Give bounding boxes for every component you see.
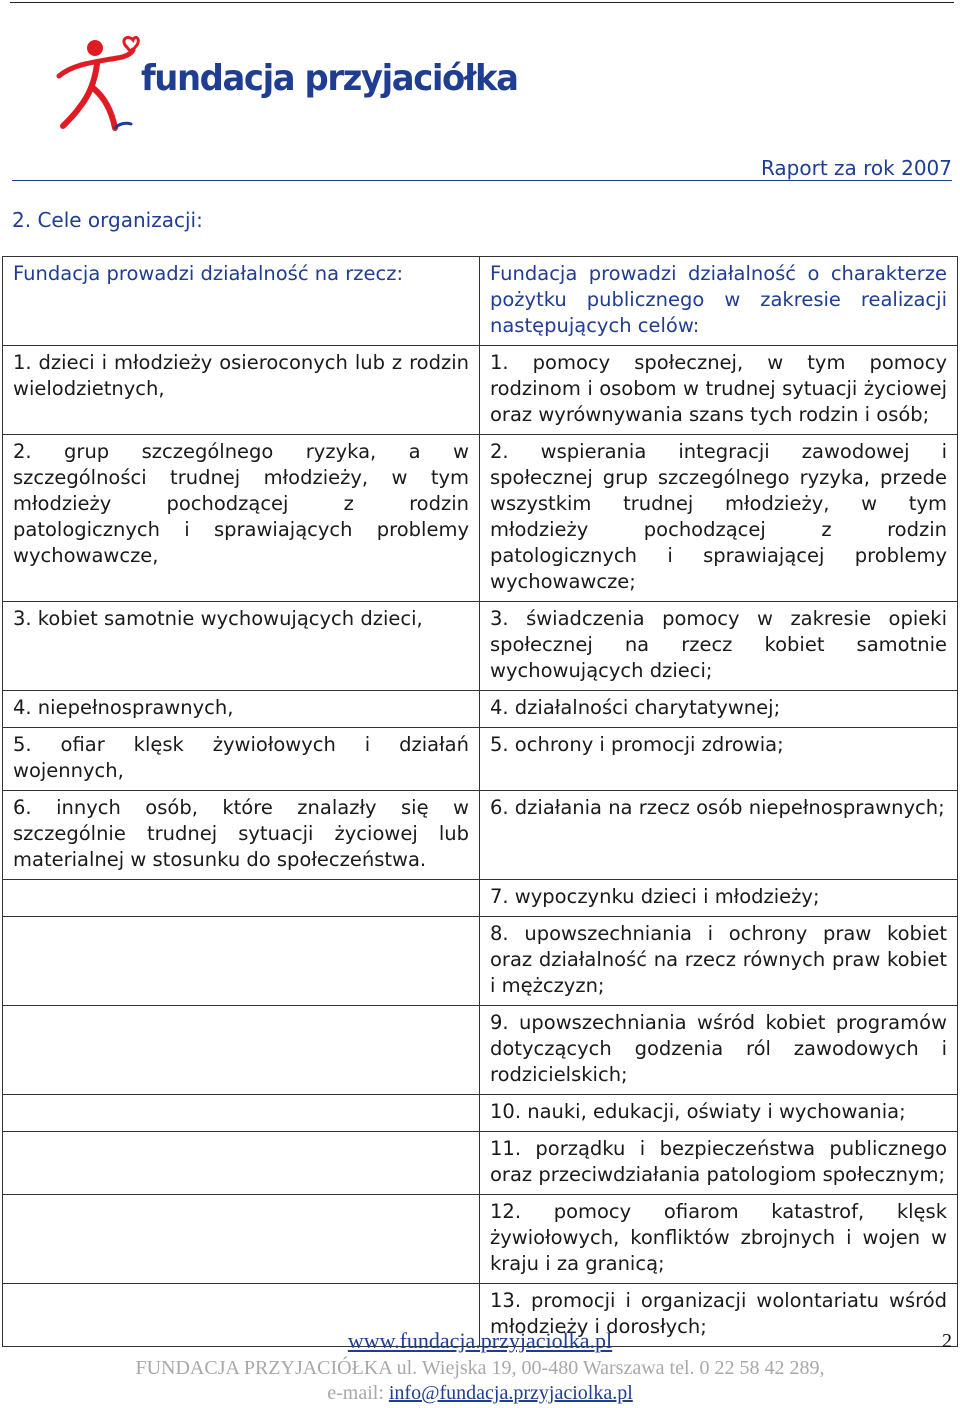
left-goal-cell — [3, 880, 480, 917]
footer-website-link[interactable]: www.fundacja.przyjaciolka.pl — [347, 1328, 613, 1353]
right-goal-cell: 12. pomocy ofiarom katastrof, klęsk żywiołowych, konfliktów zbrojnych i wojen w kraju i za granicą; — [480, 1195, 958, 1284]
right-goal-cell: 6. działania na rzecz osób niepełnosprawnych; — [480, 791, 958, 880]
table-row — [3, 1132, 958, 1195]
right-goal-cell: 8. upowszechniania i ochrony praw kobiet oraz działalność na rzecz równych praw kobiet i mężczyzn; — [480, 917, 958, 1006]
header-right-cell: Fundacja prowadzi działalność o charakterze pożytku publicznego w zakresie realizacji następujących celów: — [480, 257, 958, 346]
report-title: Raport za rok 2007 — [757, 156, 952, 180]
table-row — [3, 880, 958, 917]
right-goal-cell: 9. upowszechniania wśród kobiet programów dotyczących godzenia ról zawodowych i rodzicielskich; — [480, 1006, 958, 1095]
header-left-cell: Fundacja prowadzi działalność na rzecz: — [3, 257, 480, 346]
left-goal-cell: 5. ofiar klęsk żywiołowych i działań wojennych, — [3, 728, 480, 791]
left-goal-cell — [3, 1132, 480, 1195]
left-goal-cell — [3, 1095, 480, 1132]
left-goal-cell — [3, 917, 480, 1006]
left-goal-cell — [3, 1195, 480, 1284]
table-header-row — [3, 257, 958, 346]
left-goal-cell: 2. grup szczególnego ryzyka, a w szczególności trudnej młodzieży, w tym młodzieży pochodzącej z rodzin patologicznych i sprawiających problemy wychowawcze, — [3, 435, 480, 602]
logo — [55, 36, 518, 132]
left-goal-cell: 3. kobiet samotnie wychowujących dzieci, — [3, 602, 480, 691]
table-row — [3, 728, 958, 791]
table-row — [3, 1195, 958, 1284]
right-goal-cell: 7. wypoczynku dzieci i młodzieży; — [480, 880, 958, 917]
right-goal-cell: 3. świadczenia pomocy w zakresie opieki społecznej na rzecz kobiet samotnie wychowujących dzieci; — [480, 602, 958, 691]
logo-figure-icon — [55, 36, 145, 132]
footer-email-label: e-mail: — [327, 1382, 389, 1404]
report-header — [12, 156, 952, 181]
footer-email-link[interactable]: info@fundacja.przyjaciolka.pl — [388, 1382, 633, 1404]
table-row — [3, 1095, 958, 1132]
table-row — [3, 1006, 958, 1095]
table-row — [3, 602, 958, 691]
right-goal-cell: 5. ochrony i promocji zdrowia; — [480, 728, 958, 791]
left-goal-cell: 1. dzieci i młodzieży osieroconych lub z rodzin wielodzietnych, — [3, 346, 480, 435]
logo-text: fundacja przyjaciółka — [141, 58, 518, 99]
top-rule — [10, 2, 954, 3]
right-goal-cell: 13. promocji i organizacji wolontariatu wśród młodzieży i dorosłych; — [480, 1284, 958, 1347]
table-row — [3, 791, 958, 880]
table-row — [3, 435, 958, 602]
right-goal-cell: 10. nauki, edukacji, oświaty i wychowania; — [480, 1095, 958, 1132]
right-goal-cell: 4. działalności charytatywnej; — [480, 691, 958, 728]
footer-email — [0, 1382, 960, 1405]
goals-table — [2, 256, 958, 1347]
left-goal-cell: 4. niepełnosprawnych, — [3, 691, 480, 728]
left-goal-cell: 6. innych osób, które znalazły się w szczególnie trudnej sytuacji życiowej lub materialnej w stosunku do społeczeństwa. — [3, 791, 480, 880]
section-title: 2. Cele organizacji: — [12, 208, 203, 232]
right-goal-cell: 1. pomocy społecznej, w tym pomocy rodzinom i osobom w trudnej sytuacji życiowej oraz wyrównywania szans tych rodzin i osób; — [480, 346, 958, 435]
table-row — [3, 346, 958, 435]
right-goal-cell: 11. porządku i bezpieczeństwa publicznego oraz przeciwdziałania patologiom społecznym; — [480, 1132, 958, 1195]
page-number: 2 — [942, 1330, 952, 1352]
left-goal-cell — [3, 1006, 480, 1095]
footer-address: FUNDACJA PRZYJACIÓŁKA ul. Wiejska 19, 00-480 Warszawa tel. 0 22 58 42 289, — [135, 1357, 825, 1379]
right-goal-cell: 2. wspierania integracji zawodowej i społecznej grup szczególnego ryzyka, przede wszystkim trudnej młodzieży, w tym młodzieży pochodzącej z rodzin patologicznych i sprawiającej problemy wychowawcze; — [480, 435, 958, 602]
table-row — [3, 917, 958, 1006]
table-row — [3, 691, 958, 728]
